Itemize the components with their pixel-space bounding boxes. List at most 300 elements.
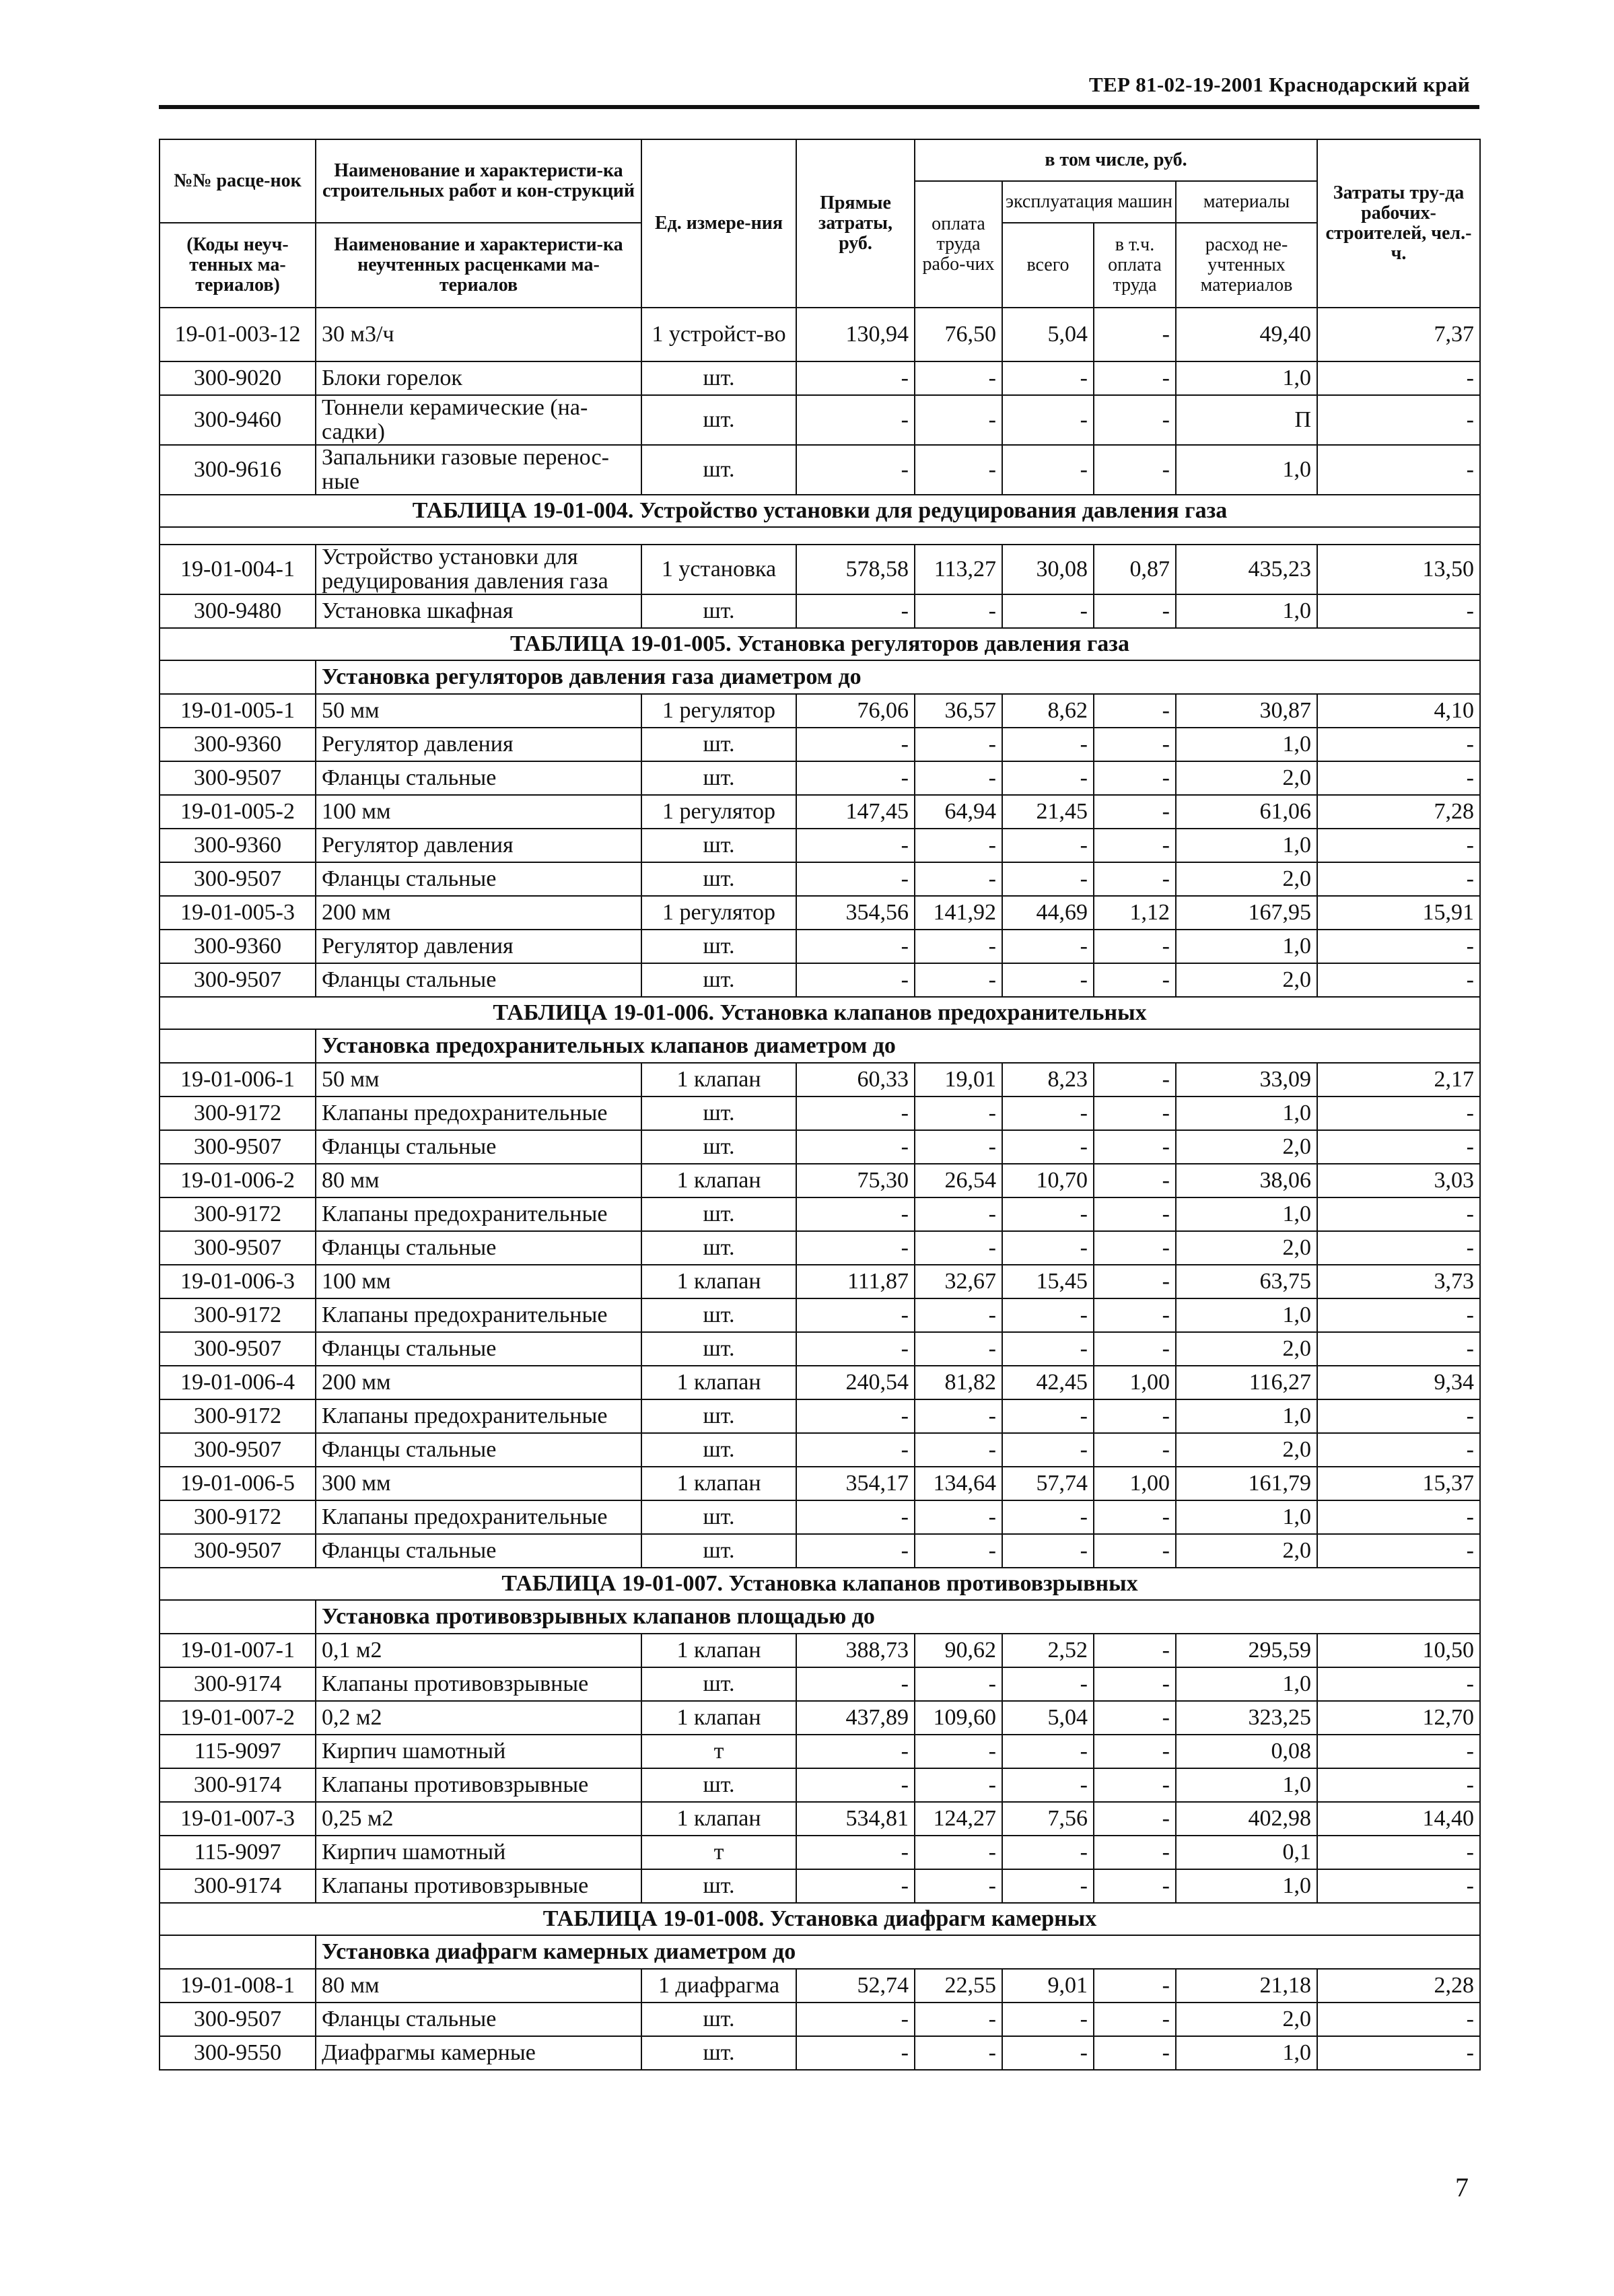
cell-direct: - xyxy=(796,2036,915,2070)
cell-direct: - xyxy=(796,862,915,896)
cell-labor-pay: - xyxy=(915,594,1002,628)
cell-unit: шт. xyxy=(641,1500,796,1534)
cell-unit: 1 устройст-во xyxy=(641,308,796,361)
cell-name: Запальники газовые перенос-ные xyxy=(316,445,641,495)
cell-labor-cost: - xyxy=(1317,445,1480,495)
cell-name: Фланцы стальные xyxy=(316,1433,641,1467)
cell-name: Фланцы стальные xyxy=(316,1130,641,1164)
cell-labor-pay: - xyxy=(915,1433,1002,1467)
cell-labor-pay: - xyxy=(915,963,1002,997)
cell-code: 300-9172 xyxy=(160,1399,316,1433)
cell-machines-pay: - xyxy=(1094,1197,1176,1231)
document-header: ТЕР 81-02-19-2001 Краснодарский край xyxy=(1089,73,1470,96)
cell-machines: - xyxy=(1002,1768,1094,1802)
cell-materials: 1,0 xyxy=(1176,1399,1317,1433)
cell-machines: - xyxy=(1002,1433,1094,1467)
cell-materials: 2,0 xyxy=(1176,963,1317,997)
cell-machines: 8,62 xyxy=(1002,694,1094,728)
table-section-title xyxy=(160,1903,1480,1935)
cell-labor-pay: 141,92 xyxy=(915,896,1002,930)
cell-direct: - xyxy=(796,1735,915,1768)
cell-materials: 0,1 xyxy=(1176,1836,1317,1869)
cell-machines-pay: - xyxy=(1094,1836,1176,1869)
table-row xyxy=(160,1969,1480,2003)
table-row xyxy=(160,728,1480,761)
cell-unit: шт. xyxy=(641,1332,796,1366)
cell-machines-pay: - xyxy=(1094,1130,1176,1164)
cell-materials: 167,95 xyxy=(1176,896,1317,930)
cell-name: Кирпич шамотный xyxy=(316,1735,641,1768)
cell-direct: - xyxy=(796,1130,915,1164)
cell-name: Фланцы стальные xyxy=(316,2003,641,2036)
cell-labor-pay: - xyxy=(915,930,1002,963)
cell-labor-cost: 14,40 xyxy=(1317,1802,1480,1836)
cell-direct: 130,94 xyxy=(796,308,915,361)
cell-materials: 38,06 xyxy=(1176,1164,1317,1197)
cell-machines: - xyxy=(1002,1332,1094,1366)
cell-machines-pay: - xyxy=(1094,1701,1176,1735)
cell-labor-pay: - xyxy=(915,445,1002,495)
cell-machines: - xyxy=(1002,930,1094,963)
cell-machines: - xyxy=(1002,2003,1094,2036)
col-direct-header: Прямые затраты, руб. xyxy=(796,139,915,308)
cell-machines-pay: - xyxy=(1094,2036,1176,2070)
cell-machines: - xyxy=(1002,395,1094,445)
cell-machines-pay: - xyxy=(1094,1265,1176,1298)
cell-machines-pay: - xyxy=(1094,1063,1176,1097)
cell-name: Фланцы стальные xyxy=(316,862,641,896)
cell-machines-pay: 1,00 xyxy=(1094,1366,1176,1399)
cell-labor-cost: - xyxy=(1317,1667,1480,1701)
cell-machines: 2,52 xyxy=(1002,1634,1094,1667)
cell-labor-cost: - xyxy=(1317,1231,1480,1265)
col-code-header: №№ расце-нок xyxy=(160,139,316,223)
cell-name: 0,2 м2 xyxy=(316,1701,641,1735)
cell-unit: шт. xyxy=(641,930,796,963)
cell-labor-cost: - xyxy=(1317,594,1480,628)
cell-code: 300-9020 xyxy=(160,361,316,395)
cell-labor-pay: 76,50 xyxy=(915,308,1002,361)
table-row xyxy=(160,545,1480,594)
cell-name: 100 мм xyxy=(316,795,641,829)
cell-materials: 2,0 xyxy=(1176,1534,1317,1568)
cell-labor-cost: - xyxy=(1317,930,1480,963)
cell-labor-pay: 26,54 xyxy=(915,1164,1002,1197)
cell-materials: 63,75 xyxy=(1176,1265,1317,1298)
cell-unit: шт. xyxy=(641,361,796,395)
cell-labor-cost: 9,34 xyxy=(1317,1366,1480,1399)
cell-labor-cost: 7,28 xyxy=(1317,795,1480,829)
cell-labor-pay: - xyxy=(915,1097,1002,1130)
cell-direct: - xyxy=(796,963,915,997)
cell-code: 300-9507 xyxy=(160,862,316,896)
header-rule xyxy=(159,105,1479,109)
cell-code: 300-9507 xyxy=(160,1332,316,1366)
table-row xyxy=(160,594,1480,628)
cell-labor-pay: 90,62 xyxy=(915,1634,1002,1667)
cell-labor-cost: 2,28 xyxy=(1317,1969,1480,2003)
cell-materials: 1,0 xyxy=(1176,445,1317,495)
cell-unit: шт. xyxy=(641,594,796,628)
col-code-subheader: (Коды неуч-тенных ма-териалов) xyxy=(160,223,316,308)
cell-direct: - xyxy=(796,445,915,495)
cell-direct: - xyxy=(796,1097,915,1130)
table-row xyxy=(160,1265,1480,1298)
cell-labor-pay: - xyxy=(915,1197,1002,1231)
cell-direct: - xyxy=(796,1231,915,1265)
section-title-text: ТАБЛИЦА 19-01-004. Устройство установки для редуцирования давления газа xyxy=(160,495,1480,527)
cell-name: Клапаны предохранительные xyxy=(316,1298,641,1332)
cell-machines-pay: - xyxy=(1094,1869,1176,1903)
cell-labor-cost: - xyxy=(1317,2036,1480,2070)
col-machines-pay-header: в т.ч. оплата труда xyxy=(1094,223,1176,308)
cell-code: 300-9172 xyxy=(160,1500,316,1534)
cell-code: 300-9172 xyxy=(160,1197,316,1231)
table-row xyxy=(160,1063,1480,1097)
cell-name: Фланцы стальные xyxy=(316,761,641,795)
cell-materials: 1,0 xyxy=(1176,1768,1317,1802)
cell-labor-cost: - xyxy=(1317,1097,1480,1130)
cell-code: 19-01-006-1 xyxy=(160,1063,316,1097)
cell-labor-cost: - xyxy=(1317,361,1480,395)
cell-code: 300-9460 xyxy=(160,395,316,445)
cell-labor-pay: - xyxy=(915,2003,1002,2036)
table-section-subtitle xyxy=(160,1029,1480,1063)
cell-unit: 1 клапан xyxy=(641,1265,796,1298)
cell-unit: 1 клапан xyxy=(641,1634,796,1667)
cell-unit: шт. xyxy=(641,1667,796,1701)
cell-name: Фланцы стальные xyxy=(316,1534,641,1568)
table-row xyxy=(160,1231,1480,1265)
cell-code: 300-9480 xyxy=(160,594,316,628)
cell-code: 19-01-006-3 xyxy=(160,1265,316,1298)
cell-machines-pay: - xyxy=(1094,395,1176,445)
cell-labor-pay: - xyxy=(915,361,1002,395)
cell-materials: 2,0 xyxy=(1176,761,1317,795)
cell-labor-pay: - xyxy=(915,2036,1002,2070)
cell-unit: шт. xyxy=(641,1197,796,1231)
col-materials-sub-header: расход не-учтенных материалов xyxy=(1176,223,1317,308)
cell-labor-cost: 15,37 xyxy=(1317,1467,1480,1500)
cell-machines: 10,70 xyxy=(1002,1164,1094,1197)
cell-labor-cost: - xyxy=(1317,1768,1480,1802)
cell-labor-cost: - xyxy=(1317,1197,1480,1231)
cell-machines: - xyxy=(1002,445,1094,495)
cell-machines-pay: - xyxy=(1094,1667,1176,1701)
cell-unit: шт. xyxy=(641,963,796,997)
cell-code: 300-9507 xyxy=(160,2003,316,2036)
cell-code: 300-9172 xyxy=(160,1298,316,1332)
cell-direct: 578,58 xyxy=(796,545,915,594)
cell-materials: 61,06 xyxy=(1176,795,1317,829)
col-machines-total-header: всего xyxy=(1002,223,1094,308)
cell-unit: т xyxy=(641,1735,796,1768)
cell-machines: - xyxy=(1002,963,1094,997)
cell-machines-pay: - xyxy=(1094,1802,1176,1836)
section-subtitle-text: Установка предохранительных клапанов диаметром до xyxy=(316,1029,1480,1063)
cell-unit: 1 клапан xyxy=(641,1164,796,1197)
cell-materials: 2,0 xyxy=(1176,1130,1317,1164)
cell-labor-pay: - xyxy=(915,862,1002,896)
cell-labor-pay: 36,57 xyxy=(915,694,1002,728)
cell-name: Клапаны предохранительные xyxy=(316,1500,641,1534)
cell-labor-cost: - xyxy=(1317,862,1480,896)
cell-machines: 15,45 xyxy=(1002,1265,1094,1298)
cell-name: Блоки горелок xyxy=(316,361,641,395)
cell-direct: - xyxy=(796,761,915,795)
cell-machines: 7,56 xyxy=(1002,1802,1094,1836)
table-section-title xyxy=(160,495,1480,527)
table-row xyxy=(160,1634,1480,1667)
cell-materials: 1,0 xyxy=(1176,1298,1317,1332)
cell-direct: - xyxy=(796,1332,915,1366)
section-subtitle-text: Установка противовзрывных клапанов площадью до xyxy=(316,1600,1480,1634)
cell-labor-pay: 109,60 xyxy=(915,1701,1002,1735)
cell-labor-cost: - xyxy=(1317,829,1480,862)
cell-direct: 240,54 xyxy=(796,1366,915,1399)
cell-machines-pay: - xyxy=(1094,1634,1176,1667)
table-row xyxy=(160,1197,1480,1231)
cell-name: 300 мм xyxy=(316,1467,641,1500)
cell-materials: 1,0 xyxy=(1176,594,1317,628)
cell-name: Регулятор давления xyxy=(316,930,641,963)
cell-labor-pay: 134,64 xyxy=(915,1467,1002,1500)
cell-code: 19-01-008-1 xyxy=(160,1969,316,2003)
col-pay-header: оплата труда рабо-чих xyxy=(915,181,1002,308)
blank-row xyxy=(160,527,1480,545)
cell-code: 300-9507 xyxy=(160,1433,316,1467)
table-row xyxy=(160,829,1480,862)
cell-machines-pay: - xyxy=(1094,1097,1176,1130)
cell-labor-cost: - xyxy=(1317,1735,1480,1768)
cell-labor-pay: - xyxy=(915,1869,1002,1903)
cell-unit: шт. xyxy=(641,1231,796,1265)
cell-unit: 1 клапан xyxy=(641,1701,796,1735)
cell-machines: - xyxy=(1002,1130,1094,1164)
cell-name: Устройство установки для редуцирования давления газа xyxy=(316,545,641,594)
cell-materials: 1,0 xyxy=(1176,2036,1317,2070)
cell-code: 300-9172 xyxy=(160,1097,316,1130)
table-row xyxy=(160,1802,1480,1836)
table-row xyxy=(160,445,1480,495)
cell-labor-cost: - xyxy=(1317,1869,1480,1903)
cell-direct: - xyxy=(796,728,915,761)
cell-code: 300-9174 xyxy=(160,1768,316,1802)
cell-unit: 1 клапан xyxy=(641,1366,796,1399)
cell-machines: - xyxy=(1002,829,1094,862)
cell-labor-cost: - xyxy=(1317,963,1480,997)
cell-machines-pay: - xyxy=(1094,1500,1176,1534)
cell-direct: 354,56 xyxy=(796,896,915,930)
table-row xyxy=(160,1836,1480,1869)
cell-unit: шт. xyxy=(641,728,796,761)
table-row xyxy=(160,1735,1480,1768)
table-section-subtitle xyxy=(160,1935,1480,1969)
cell-direct: - xyxy=(796,2003,915,2036)
cell-direct: - xyxy=(796,1768,915,1802)
table-row xyxy=(160,761,1480,795)
cell-labor-cost: 13,50 xyxy=(1317,545,1480,594)
cell-machines-pay: - xyxy=(1094,930,1176,963)
cell-materials: 1,0 xyxy=(1176,1500,1317,1534)
cell-code: 19-01-007-1 xyxy=(160,1634,316,1667)
cell-machines: - xyxy=(1002,361,1094,395)
cell-direct: - xyxy=(796,1197,915,1231)
cell-labor-pay: - xyxy=(915,1667,1002,1701)
cell-code: 300-9360 xyxy=(160,930,316,963)
cell-labor-cost: - xyxy=(1317,1332,1480,1366)
col-machines-header: эксплуатация машин xyxy=(1002,181,1176,223)
cell-code: 300-9360 xyxy=(160,728,316,761)
cell-direct: 60,33 xyxy=(796,1063,915,1097)
cell-machines: 30,08 xyxy=(1002,545,1094,594)
section-title-text: ТАБЛИЦА 19-01-006. Установка клапанов предохранительных xyxy=(160,997,1480,1029)
cell-direct: 111,87 xyxy=(796,1265,915,1298)
cell-unit: 1 диафрагма xyxy=(641,1969,796,2003)
cell-labor-cost: - xyxy=(1317,1836,1480,1869)
cell-direct: 52,74 xyxy=(796,1969,915,2003)
table-row xyxy=(160,963,1480,997)
cell-machines-pay: - xyxy=(1094,1433,1176,1467)
cell-machines-pay: - xyxy=(1094,1332,1176,1366)
cell-labor-pay: - xyxy=(915,829,1002,862)
cell-machines-pay: - xyxy=(1094,694,1176,728)
cell-code: 19-01-007-3 xyxy=(160,1802,316,1836)
cell-name: 80 мм xyxy=(316,1164,641,1197)
cell-unit: 1 регулятор xyxy=(641,795,796,829)
table-row xyxy=(160,395,1480,445)
cell-machines: 42,45 xyxy=(1002,1366,1094,1399)
cell-unit: шт. xyxy=(641,395,796,445)
cell-machines-pay: - xyxy=(1094,761,1176,795)
cell-unit: т xyxy=(641,1836,796,1869)
cell-machines-pay: 1,12 xyxy=(1094,896,1176,930)
cell-labor-pay: - xyxy=(915,1534,1002,1568)
cell-machines-pay: - xyxy=(1094,308,1176,361)
table-section-title xyxy=(160,628,1480,660)
cell-direct: - xyxy=(796,361,915,395)
cell-name: Фланцы стальные xyxy=(316,1332,641,1366)
cell-materials: 1,0 xyxy=(1176,1197,1317,1231)
table-row xyxy=(160,1399,1480,1433)
cell-machines: 5,04 xyxy=(1002,1701,1094,1735)
cell-machines-pay: - xyxy=(1094,1534,1176,1568)
cell-labor-cost: 7,37 xyxy=(1317,308,1480,361)
cell-code: 19-01-005-3 xyxy=(160,896,316,930)
table-header xyxy=(160,139,1480,308)
cell-unit: шт. xyxy=(641,1097,796,1130)
cell-code: 115-9097 xyxy=(160,1836,316,1869)
cell-labor-pay: - xyxy=(915,1768,1002,1802)
cell-materials: 2,0 xyxy=(1176,862,1317,896)
cell-name: 200 мм xyxy=(316,896,641,930)
table-row xyxy=(160,1366,1480,1399)
cell-labor-cost: - xyxy=(1317,1130,1480,1164)
section-title-text: ТАБЛИЦА 19-01-008. Установка диафрагм камерных xyxy=(160,1903,1480,1935)
cell-unit: 1 клапан xyxy=(641,1802,796,1836)
cell-direct: - xyxy=(796,1298,915,1332)
cell-unit: шт. xyxy=(641,1433,796,1467)
cell-code: 300-9507 xyxy=(160,963,316,997)
blank-cell xyxy=(160,527,1480,545)
subtitle-spacer xyxy=(160,1935,316,1969)
cell-name: Клапаны предохранительные xyxy=(316,1399,641,1433)
col-labor-header: Затраты тру-да рабочих-строителей, чел.-ч. xyxy=(1317,139,1480,308)
cell-name: Диафрагмы камерные xyxy=(316,2036,641,2070)
cell-machines-pay: - xyxy=(1094,361,1176,395)
cell-code: 300-9507 xyxy=(160,1231,316,1265)
cell-code: 19-01-005-2 xyxy=(160,795,316,829)
cell-labor-cost: - xyxy=(1317,761,1480,795)
cell-direct: - xyxy=(796,829,915,862)
cell-machines: 9,01 xyxy=(1002,1969,1094,2003)
table-row xyxy=(160,1869,1480,1903)
cell-machines: - xyxy=(1002,1097,1094,1130)
cell-direct: 76,06 xyxy=(796,694,915,728)
cell-materials: 1,0 xyxy=(1176,728,1317,761)
cell-machines: 5,04 xyxy=(1002,308,1094,361)
cell-name: Клапаны предохранительные xyxy=(316,1197,641,1231)
cell-unit: шт. xyxy=(641,1298,796,1332)
cell-machines-pay: - xyxy=(1094,795,1176,829)
cell-machines-pay: - xyxy=(1094,2003,1176,2036)
table-row xyxy=(160,1164,1480,1197)
cell-materials: 323,25 xyxy=(1176,1701,1317,1735)
cell-materials: 402,98 xyxy=(1176,1802,1317,1836)
cell-labor-cost: 12,70 xyxy=(1317,1701,1480,1735)
cell-unit: шт. xyxy=(641,1399,796,1433)
page-number: 7 xyxy=(1455,2172,1469,2202)
cell-labor-pay: - xyxy=(915,761,1002,795)
cell-materials: 295,59 xyxy=(1176,1634,1317,1667)
cell-labor-pay: - xyxy=(915,1332,1002,1366)
cell-materials: 1,0 xyxy=(1176,361,1317,395)
cell-name: 0,25 м2 xyxy=(316,1802,641,1836)
section-subtitle-text: Установка регуляторов давления газа диаметром до xyxy=(316,660,1480,694)
table-row xyxy=(160,1768,1480,1802)
cell-materials: 1,0 xyxy=(1176,1667,1317,1701)
cell-labor-cost: 15,91 xyxy=(1317,896,1480,930)
cell-materials: 2,0 xyxy=(1176,1332,1317,1366)
cell-machines: - xyxy=(1002,1534,1094,1568)
cell-materials: 161,79 xyxy=(1176,1467,1317,1500)
cell-labor-cost: 4,10 xyxy=(1317,694,1480,728)
cell-unit: шт. xyxy=(641,1768,796,1802)
cell-unit: шт. xyxy=(641,2003,796,2036)
cell-labor-pay: 22,55 xyxy=(915,1969,1002,2003)
cell-materials: 49,40 xyxy=(1176,308,1317,361)
cell-direct: - xyxy=(796,1500,915,1534)
cell-labor-pay: - xyxy=(915,1399,1002,1433)
cell-direct: - xyxy=(796,1433,915,1467)
cell-labor-cost: - xyxy=(1317,728,1480,761)
cell-materials: 30,87 xyxy=(1176,694,1317,728)
cell-machines: 57,74 xyxy=(1002,1467,1094,1500)
table-row xyxy=(160,1298,1480,1332)
cell-direct: 75,30 xyxy=(796,1164,915,1197)
cell-code: 19-01-007-2 xyxy=(160,1701,316,1735)
cell-machines-pay: - xyxy=(1094,594,1176,628)
col-name-header: Наименование и характеристи-ка строительных работ и кон-струкций xyxy=(316,139,641,223)
cell-materials: 1,0 xyxy=(1176,829,1317,862)
cell-labor-cost: 10,50 xyxy=(1317,1634,1480,1667)
table-section-subtitle xyxy=(160,1600,1480,1634)
cell-machines-pay: - xyxy=(1094,1969,1176,2003)
cell-materials: 0,08 xyxy=(1176,1735,1317,1768)
cell-name: 50 мм xyxy=(316,694,641,728)
cell-name: Клапаны противовзрывные xyxy=(316,1667,641,1701)
cell-direct: - xyxy=(796,1399,915,1433)
